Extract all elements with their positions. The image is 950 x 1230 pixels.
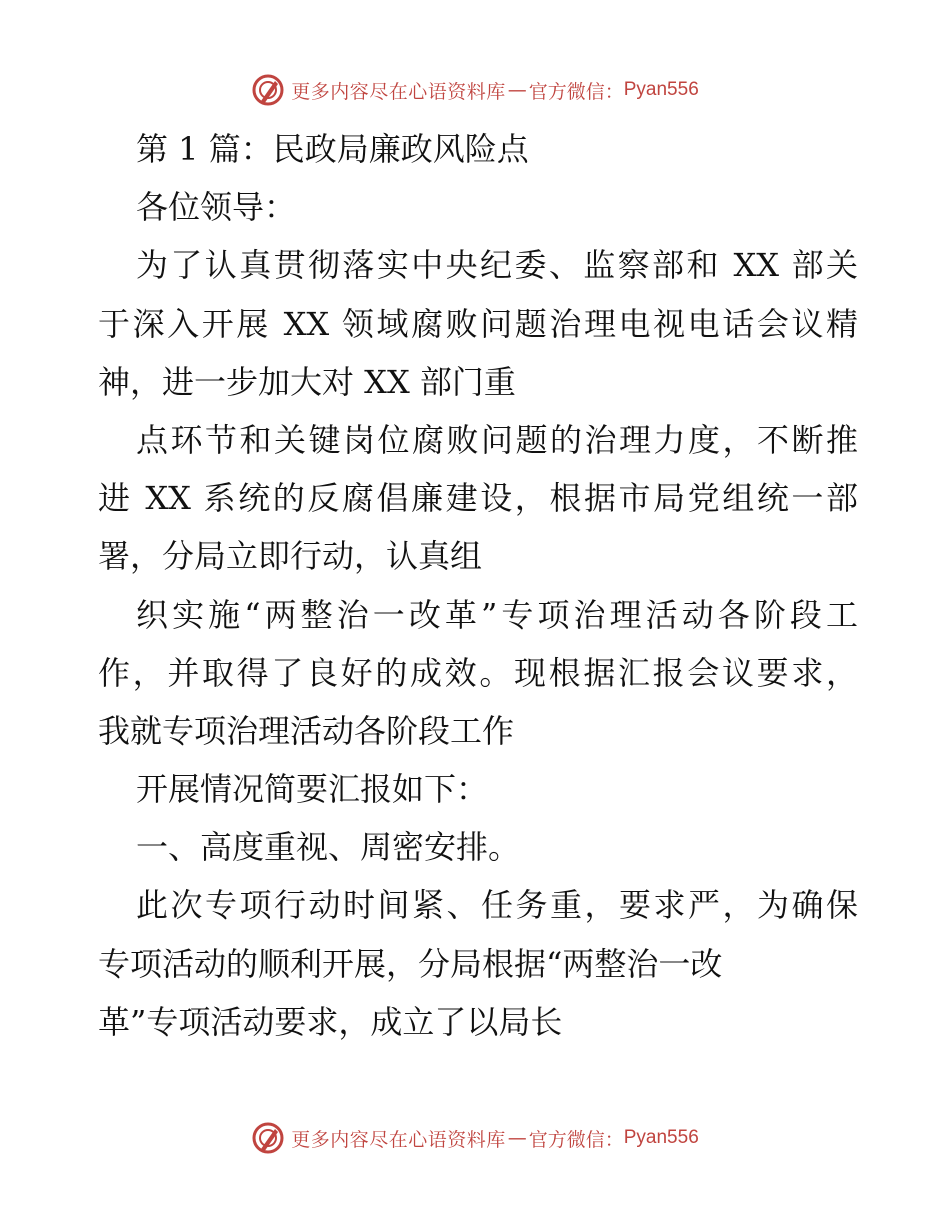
watermark-id: Pyan556 [623, 79, 699, 100]
document-body [98, 120, 858, 1051]
watermark-text: 更多内容尽在心语资料库 [291, 80, 506, 103]
text-line: 于深入开展 XX 领域腐败问题治理电视电话会议精 [98, 304, 858, 343]
text-line: 神，进一步加大对 XX 部门重 [98, 362, 516, 401]
text-line: 我就专项治理活动各阶段工作 [98, 711, 515, 750]
pen-logo-icon [251, 1121, 285, 1155]
watermark-id: Pyan556 [623, 1127, 699, 1148]
text-line: 署，分局立即行动，认真组 [98, 537, 483, 576]
text-line: 开展情况简要汇报如下： [136, 770, 489, 809]
footer-watermark [0, 1118, 950, 1158]
text-line: 此次专项行动时间紧、任务重，要求严，为确保 [136, 886, 858, 925]
header-watermark [0, 70, 950, 110]
watermark-label: 官方微信： [528, 80, 624, 103]
text-line: 第 1 篇：民政局廉政风险点 [136, 130, 529, 168]
watermark-dash: — [507, 1127, 527, 1149]
text-line: 为了认真贯彻落实中央纪委、监察部和 XX 部关 [136, 246, 858, 285]
text-line: 专项活动的顺利开展，分局根据“两整治一改 [98, 944, 723, 983]
watermark-text: 更多内容尽在心语资料库 [291, 1128, 506, 1151]
text-line: 点环节和关键岗位腐败问题的治理力度，不断推 [136, 420, 858, 459]
text-line: 作，并取得了良好的成效。现根据汇报会议要求， [98, 653, 858, 692]
text-line: 各位领导： [136, 188, 297, 227]
text-line: 革”专项活动要求，成立了以局长 [98, 1002, 563, 1041]
text-line: 一、高度重视、周密安排。 [136, 828, 521, 867]
watermark-dash: — [507, 79, 527, 101]
watermark-label: 官方微信： [528, 1128, 624, 1151]
pen-logo-icon [251, 73, 285, 107]
text-line: 织实施“两整治一改革”专项治理活动各阶段工 [136, 595, 858, 634]
text-line: 进 XX 系统的反腐倡廉建设，根据市局党组统一部 [98, 479, 858, 518]
